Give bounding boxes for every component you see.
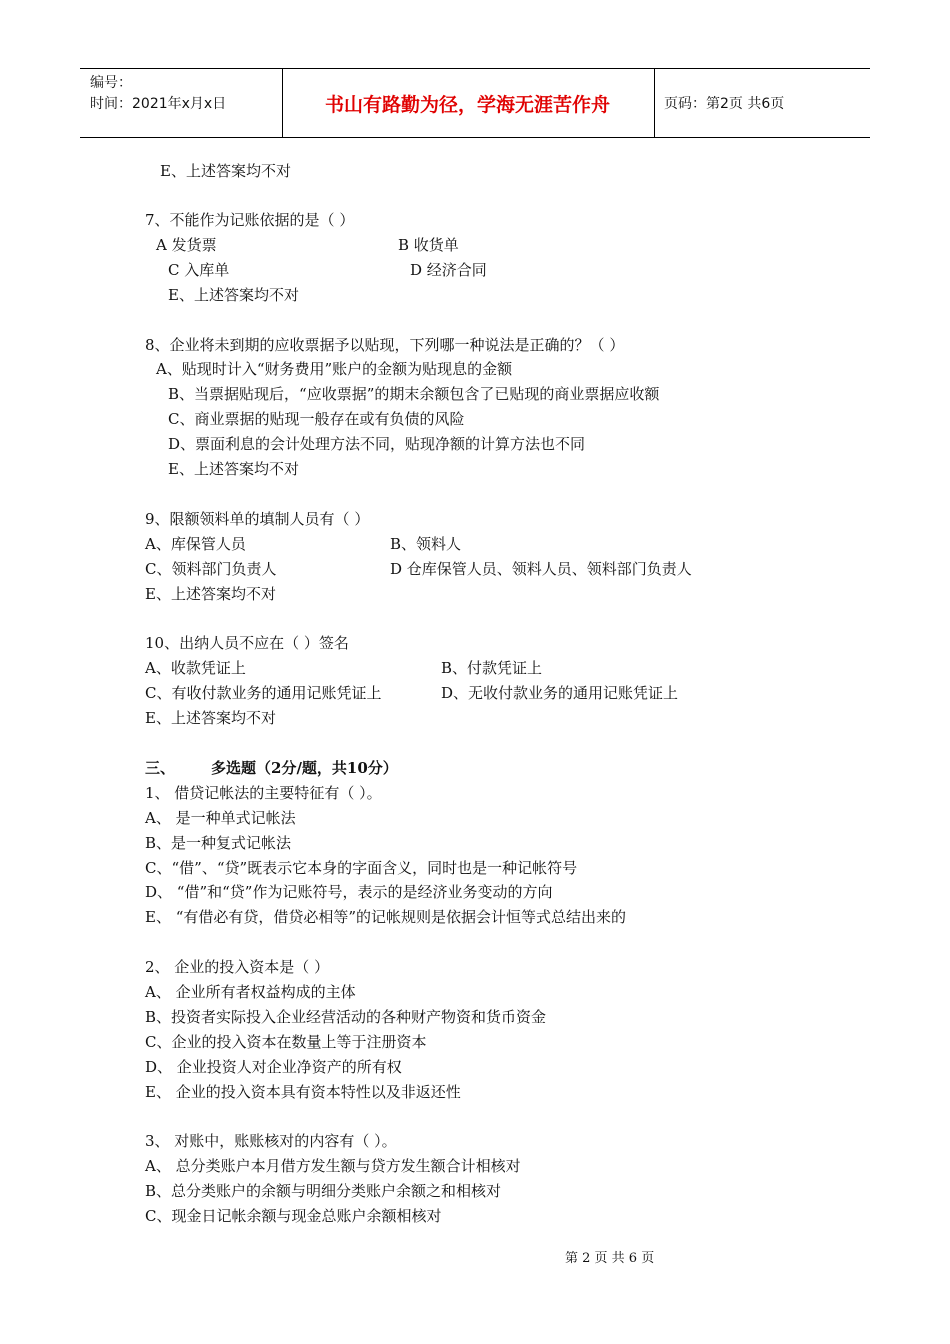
option-line: D、无收付款业务的通用记账凭证上 <box>441 684 679 702</box>
option-line: A、 是一种单式记帐法 <box>145 809 296 827</box>
section-title: 多选题（2分/题，共10分） <box>211 759 398 777</box>
option-line: C、企业的投入资本在数量上等于注册资本 <box>145 1033 427 1051</box>
option-line: E、上述答案均不对 <box>145 709 276 727</box>
option-line: A、 企业所有者权益构成的主体 <box>145 983 356 1001</box>
header-motto: 书山有路勤为径，学海无涯苦作舟 <box>324 93 610 116</box>
option-line: B 收货单 <box>398 236 459 254</box>
option-line: E、上述答案均不对 <box>168 286 299 304</box>
question-line: 1、 借贷记帐法的主要特征有（ ）。 <box>145 784 382 802</box>
option-line: C、有收付款业务的通用记账凭证上 <box>145 684 382 702</box>
header-divider <box>654 69 655 137</box>
option-line: A 发货票 <box>156 236 217 254</box>
option-line: C、商业票据的贴现一般存在或有负债的风险 <box>168 410 465 428</box>
question-line: 7、不能作为记账依据的是（ ） <box>145 211 355 229</box>
option-line: A、贴现时计入“财务费用”账户的金额为贴现息的金额 <box>156 360 513 378</box>
option-line: D、 企业投资人对企业净资产的所有权 <box>145 1058 402 1076</box>
code-label: 编号： <box>90 75 132 91</box>
option-line: C 入库单 <box>168 261 230 279</box>
option-line: D 仓库保管人员、领料人员、领料部门负责人 <box>390 560 692 578</box>
question-line: 10、出纳人员不应在（ ）签名 <box>145 634 349 652</box>
option-line: A、 总分类账户本月借方发生额与贷方发生额合计相核对 <box>145 1157 521 1175</box>
option-line: B、付款凭证上 <box>441 659 543 677</box>
question-line: 3、 对账中，账账核对的内容有（ ）。 <box>145 1132 397 1150</box>
page-footer: 第 2 页 共 6 页 <box>565 1251 655 1266</box>
option-line: A、收款凭证上 <box>145 659 246 677</box>
option-line: B、当票据贴现后，“应收票据”的期末余额包含了已贴现的商业票据应收额 <box>168 385 660 403</box>
option-line: B、投资者实际投入企业经营活动的各种财产物资和货币资金 <box>145 1008 547 1026</box>
option-line: A、库保管人员 <box>145 535 246 553</box>
option-line: E、上述答案均不对 <box>160 162 291 180</box>
option-line: C、现金日记帐余额与现金总账户余额相核对 <box>145 1207 442 1225</box>
option-line: D 经济合同 <box>410 261 487 279</box>
option-line: B、总分类账户的余额与明细分类账户余额之和相核对 <box>145 1182 502 1200</box>
header-page-label: 页码：第2页 共6页 <box>664 96 785 112</box>
option-line: E、上述答案均不对 <box>145 585 276 603</box>
option-line: C、领料部门负责人 <box>145 560 277 578</box>
option-line: E、上述答案均不对 <box>168 460 299 478</box>
section-number: 三、 <box>145 759 176 777</box>
time-label: 时间：2021年x月x日 <box>90 96 227 112</box>
question-line: 9、限额领料单的填制人员有（ ） <box>145 510 370 528</box>
option-line: E、 企业的投入资本具有资本特性以及非返还性 <box>145 1083 461 1101</box>
option-line: E、 “有借必有贷，借贷必相等”的记帐规则是依据会计恒等式总结出来的 <box>145 908 627 926</box>
question-line: 2、 企业的投入资本是（ ） <box>145 958 330 976</box>
option-line: D、票面利息的会计处理方法不同，贴现净额的计算方法也不同 <box>168 435 586 453</box>
page-header <box>80 68 870 138</box>
option-line: C、“借”、“贷”既表示它本身的字面含义，同时也是一种记帐符号 <box>145 859 578 877</box>
header-left <box>90 73 226 115</box>
option-line: D、 “借”和“贷”作为记账符号，表示的是经济业务变动的方向 <box>145 883 553 901</box>
option-line: B、是一种复式记帐法 <box>145 834 292 852</box>
option-line: B、领料人 <box>390 535 462 553</box>
question-line: 8、企业将未到期的应收票据予以贴现，下列哪一种说法是正确的？（ ） <box>145 336 625 354</box>
